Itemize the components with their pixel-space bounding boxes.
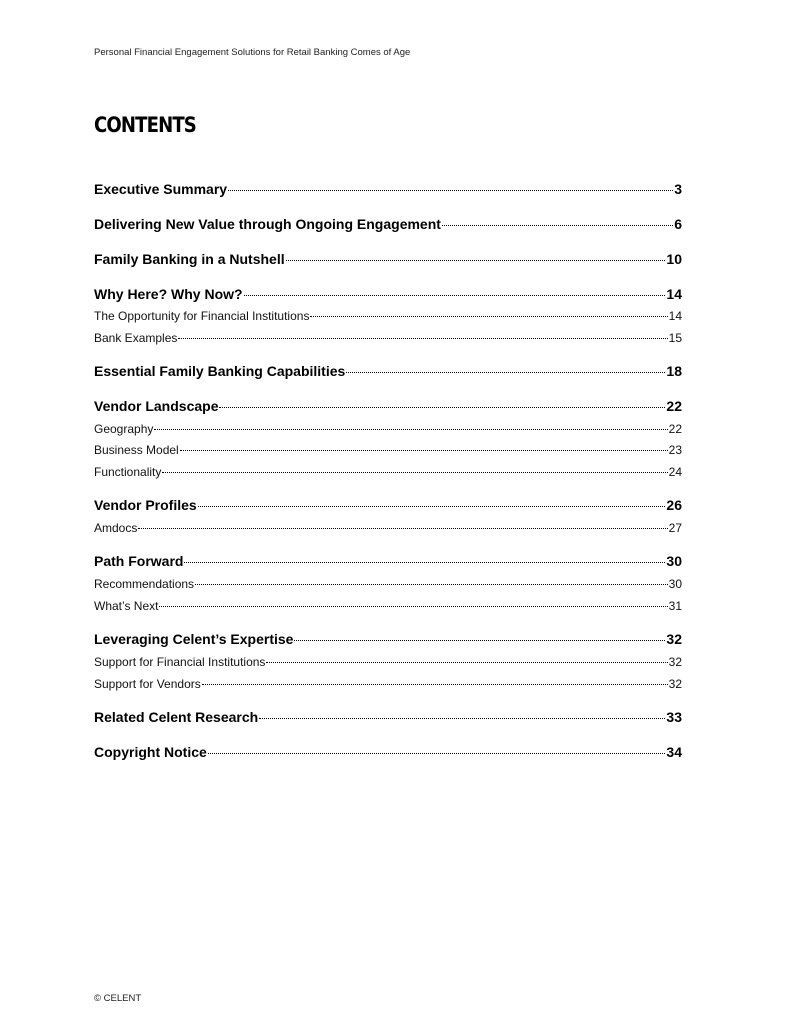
toc-entry-label: Family Banking in a Nutshell	[94, 251, 285, 267]
dot-leader	[195, 583, 668, 585]
running-header: Personal Financial Engagement Solutions for Retail Banking Comes of Age	[94, 47, 411, 58]
dot-leader	[138, 527, 667, 529]
toc-entry-related-research[interactable]	[94, 709, 682, 729]
toc-page-number: 14	[666, 286, 682, 302]
toc-entry-label: Copyright Notice	[94, 744, 207, 760]
dot-leader	[180, 449, 668, 451]
toc-entry-executive-summary[interactable]	[94, 181, 682, 201]
toc-subentry-functionality[interactable]	[94, 465, 682, 481]
toc-page-number: 10	[666, 251, 682, 267]
toc-page-number: 33	[666, 709, 682, 725]
dot-leader	[184, 561, 665, 563]
toc-entry-label: Support for Financial Institutions	[94, 655, 266, 669]
toc-page-number: 6	[674, 216, 682, 232]
toc-page-number: 31	[668, 599, 682, 613]
toc-page-number: 3	[674, 181, 682, 197]
toc-entry-label: Related Celent Research	[94, 709, 259, 725]
toc-page-number: 30	[666, 553, 682, 569]
dot-leader	[259, 717, 665, 719]
toc-entry-label: Geography	[94, 422, 154, 436]
toc-subentry-support-vendors[interactable]	[94, 677, 682, 693]
toc-page-number: 30	[668, 577, 682, 591]
toc-subentry-whats-next[interactable]	[94, 599, 682, 615]
toc-entry-label: Vendor Landscape	[94, 398, 219, 414]
toc-entry-label: Leveraging Celent’s Expertise	[94, 631, 294, 647]
toc-page-number: 22	[666, 398, 682, 414]
toc-page-number: 24	[668, 465, 682, 479]
toc-page-number: 34	[666, 744, 682, 760]
toc-entry-delivering-new-value[interactable]	[94, 216, 682, 236]
dot-leader	[159, 605, 667, 607]
toc-entry-label: Recommendations	[94, 577, 195, 591]
toc-entry-copyright-notice[interactable]	[94, 744, 682, 764]
toc-subentry-bank-examples[interactable]	[94, 331, 682, 347]
dot-leader	[154, 428, 667, 430]
toc-entry-vendor-profiles[interactable]	[94, 497, 682, 517]
toc-page-number: 32	[668, 655, 682, 669]
toc-entry-label: Functionality	[94, 465, 162, 479]
toc-entry-label: What’s Next	[94, 599, 159, 613]
dot-leader	[346, 371, 665, 373]
dot-leader	[219, 406, 665, 408]
toc-page-number: 32	[666, 631, 682, 647]
dot-leader	[286, 259, 666, 261]
toc-entry-path-forward[interactable]	[94, 553, 682, 573]
dot-leader	[208, 752, 666, 754]
toc-entry-label: Delivering New Value through Ongoing Engagement	[94, 216, 441, 232]
dot-leader	[228, 189, 673, 191]
toc-entry-essential-capabilities[interactable]	[94, 363, 682, 383]
dot-leader	[162, 471, 667, 473]
toc-page-number: 26	[666, 497, 682, 513]
dot-leader	[198, 505, 666, 507]
dot-leader	[294, 639, 665, 641]
toc-entry-label: Why Here? Why Now?	[94, 286, 243, 302]
toc-page-number: 22	[668, 422, 682, 436]
toc-entry-label: Business Model	[94, 443, 179, 457]
toc-page-number: 23	[668, 443, 682, 457]
dot-leader	[310, 315, 667, 317]
toc-subentry-recommendations[interactable]	[94, 577, 682, 593]
toc-entry-label: Essential Family Banking Capabilities	[94, 363, 346, 379]
toc-page-number: 14	[668, 309, 682, 323]
toc-subentry-amdocs[interactable]	[94, 521, 682, 537]
toc-entry-label: The Opportunity for Financial Institutions	[94, 309, 310, 323]
page-title: CONTENTS	[94, 113, 196, 137]
toc-subentry-geography[interactable]	[94, 422, 682, 438]
dot-leader	[202, 683, 668, 685]
dot-leader	[178, 337, 667, 339]
toc-entry-label: Support for Vendors	[94, 677, 201, 691]
toc-subentry-business-model[interactable]	[94, 443, 682, 459]
toc-entry-leveraging-expertise[interactable]	[94, 631, 682, 651]
toc-entry-label: Vendor Profiles	[94, 497, 197, 513]
toc-entry-label: Executive Summary	[94, 181, 228, 197]
toc-entry-vendor-landscape[interactable]	[94, 398, 682, 418]
toc-entry-why-here-why-now[interactable]	[94, 286, 682, 306]
dot-leader	[266, 661, 667, 663]
dot-leader	[442, 224, 673, 226]
toc-page-number: 32	[668, 677, 682, 691]
toc-entry-label: Amdocs	[94, 521, 138, 535]
dot-leader	[244, 294, 666, 296]
toc-subentry-opportunity[interactable]	[94, 309, 682, 325]
toc-subentry-support-financial-institutions[interactable]	[94, 655, 682, 671]
toc-page-number: 18	[666, 363, 682, 379]
footer-copyright: © CELENT	[94, 993, 142, 1004]
toc-entry-family-banking-nutshell[interactable]	[94, 251, 682, 271]
toc-entry-label: Path Forward	[94, 553, 184, 569]
toc-page-number: 27	[668, 521, 682, 535]
toc-entry-label: Bank Examples	[94, 331, 178, 345]
toc-page-number: 15	[668, 331, 682, 345]
